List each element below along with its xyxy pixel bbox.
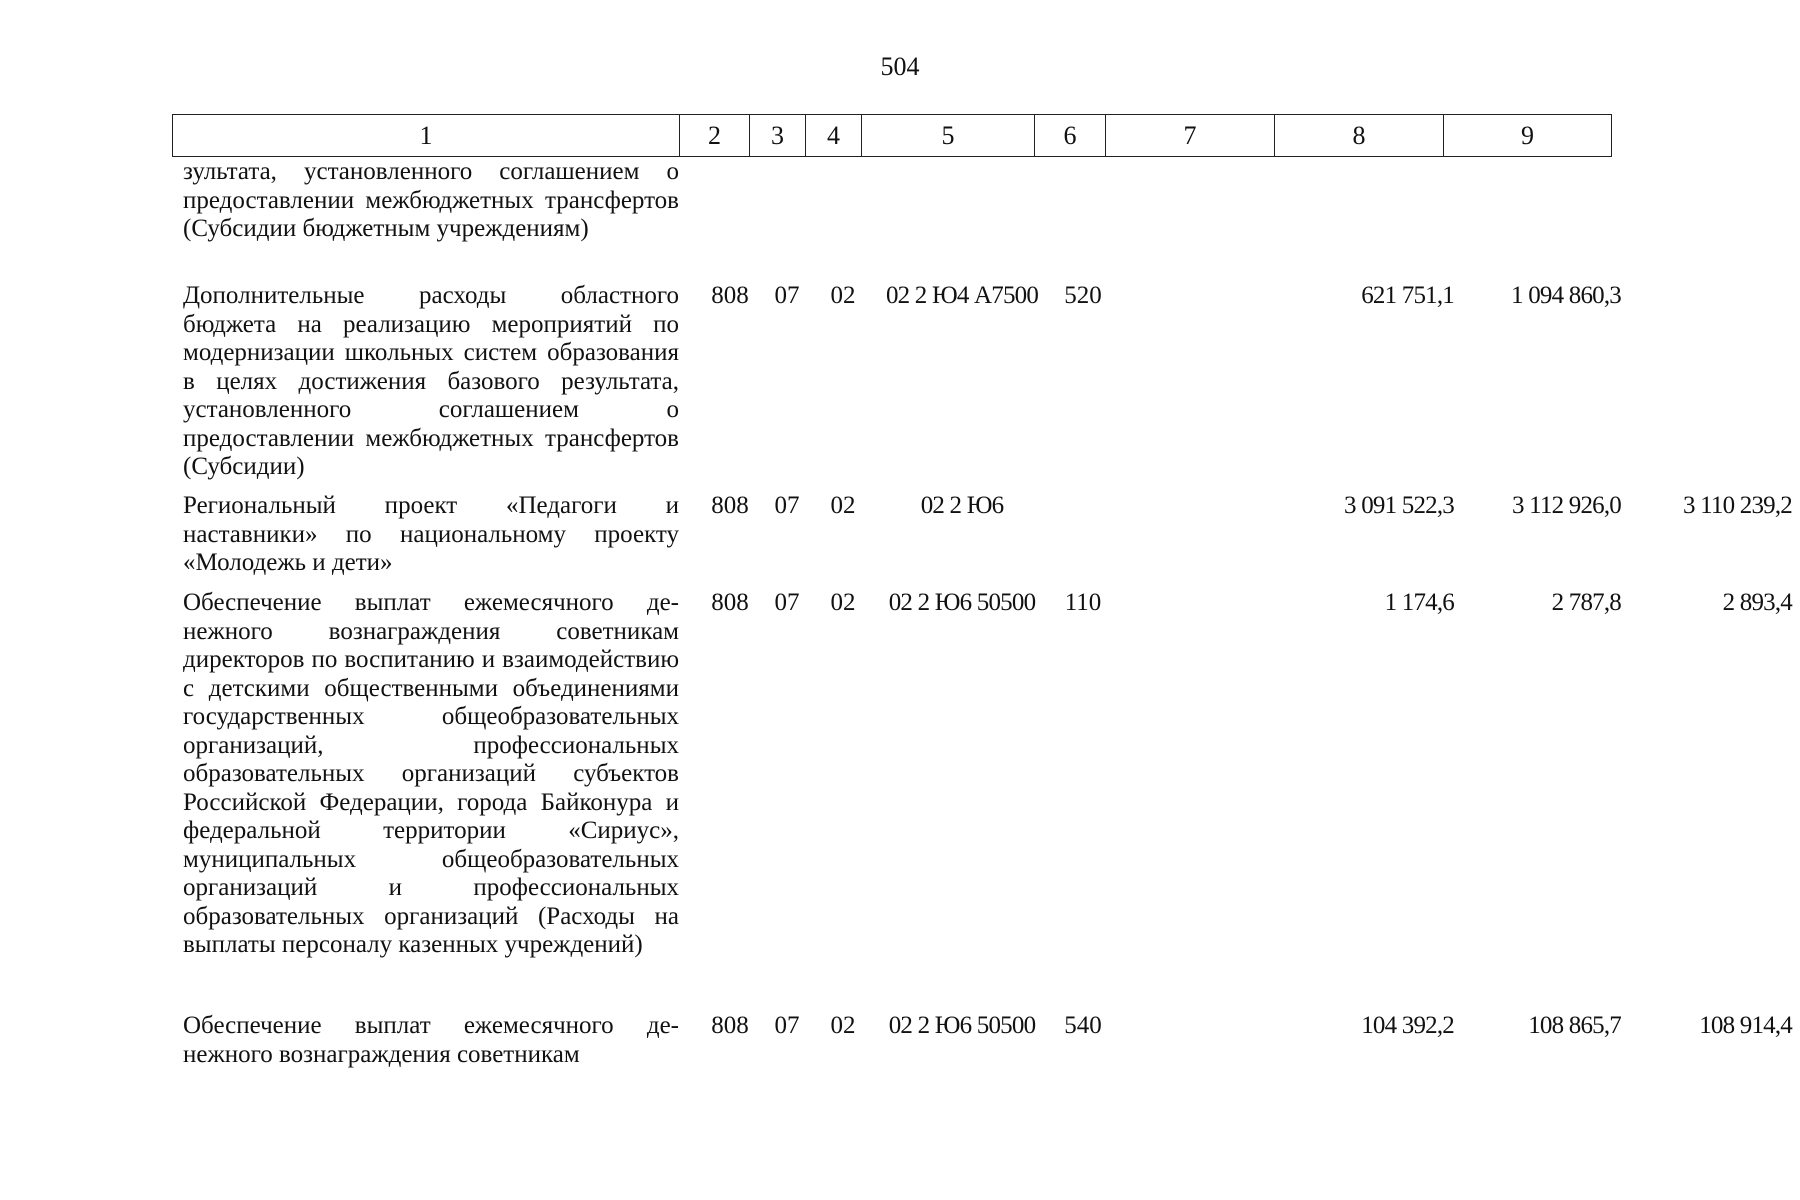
row-target-article: 02 2 Ю4 А7500 [885,282,1039,309]
row-code-ministry: 808 [711,282,749,309]
column-header-6: 6 [1035,115,1106,157]
row-code-section: 07 [774,589,800,616]
row-amount-col7: 621 751,1 [1361,282,1454,309]
column-header-9: 9 [1444,115,1612,157]
row-expense-type: 540 [1064,1012,1102,1039]
row-code-ministry: 808 [711,492,749,519]
row-code-subsection: 02 [830,282,856,309]
column-header-8: 8 [1275,115,1444,157]
row-code-subsection: 02 [830,589,856,616]
column-header-table [172,114,1612,157]
column-header-row [173,115,1612,157]
row-code-section: 07 [774,1012,800,1039]
row-target-article: 02 2 Ю6 50500 [888,589,1036,616]
row-code-ministry: 808 [711,1012,749,1039]
row-code-subsection: 02 [830,492,856,519]
row-description: Дополнительные расходы областного бюджета на реализацию мероприятий по модернизации школьных систем образования в целях достижения базового результата, установленного соглашением о предоставлении межбюджетных трансфертов (Субсидии) [183,282,679,480]
page-number: 504 [880,52,920,81]
row-amount-col9: 2 893,4 [1722,589,1792,616]
column-header-3: 3 [750,115,806,157]
row-code-subsection: 02 [830,1012,856,1039]
row-amount-col7: 104 392,2 [1361,1012,1454,1039]
row-description: Обеспечение выплат ежемесячного денежного вознаграждения советникам [183,1012,679,1068]
column-header-2: 2 [680,115,750,157]
row-amount-col9: 108 914,4 [1699,1012,1792,1039]
row-description: зультата, установленного соглашением о предоставлении межбюджетных трансфертов (Субсидии бюджетным учреждениям) [183,158,679,242]
row-expense-type: 520 [1064,282,1102,309]
row-amount-col7: 1 174,6 [1384,589,1454,616]
row-code-section: 07 [774,282,800,309]
row-amount-col8: 3 112 926,0 [1511,492,1621,519]
row-amount-col8: 1 094 860,3 [1511,282,1621,309]
column-header-7: 7 [1106,115,1275,157]
column-header-1: 1 [173,115,680,157]
row-target-article: 02 2 Ю6 50500 [888,1012,1036,1039]
column-header-5: 5 [862,115,1035,157]
row-amount-col7: 3 091 522,3 [1344,492,1454,519]
row-expense-type: 110 [1064,589,1102,616]
row-amount-col8: 2 787,8 [1551,589,1621,616]
row-amount-col9: 3 110 239,2 [1682,492,1792,519]
column-header-4: 4 [806,115,862,157]
row-description: Обеспечение выплат ежемесячного денежного вознаграждения советникам директоров по воспитанию и взаимодействию с детскими общественными объединениями государственных общеобразовательных организаций, профессиональных образовательных организаций субъектов Российской Федерации, города Байконура и федеральной территории «Сириус», муниципальных общеобразовательных организаций и профессиональных образовательных организаций (Расходы на выплаты персоналу казенных учреждений) [183,589,679,958]
row-code-section: 07 [774,492,800,519]
row-amount-col8: 108 865,7 [1528,1012,1621,1039]
row-code-ministry: 808 [711,589,749,616]
row-target-article: 02 2 Ю6 [920,492,1004,519]
row-description: Региональный проект «Педагоги и наставники» по национальному проекту «Молодежь и дети» [183,492,679,576]
